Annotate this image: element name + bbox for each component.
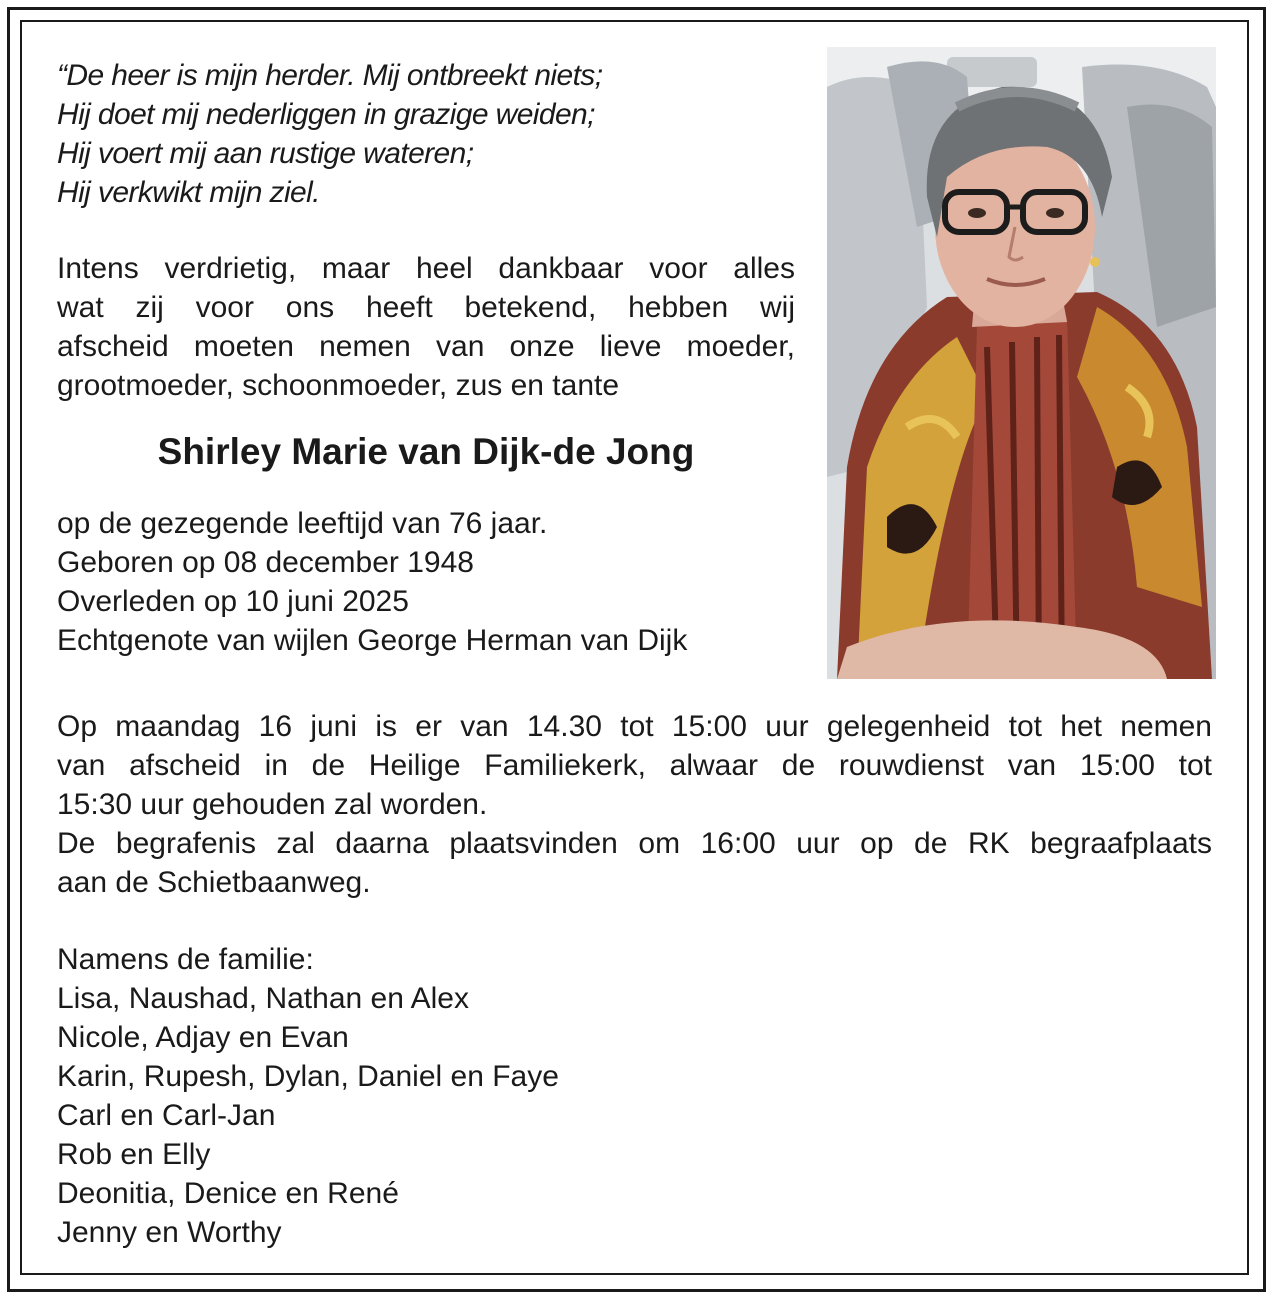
service-line: van afscheid in de Heilige Familiekerk, alwaar de rouwdienst van 15:00 tot — [57, 749, 1212, 782]
family-signatories — [57, 940, 559, 1252]
birth-date-line: Geboren op 08 december 1948 — [57, 546, 474, 579]
announcement-intro — [57, 249, 795, 405]
family-member-line: Carl en Carl-Jan — [57, 1099, 276, 1132]
burial-line: aan de Schietbaanweg. — [57, 866, 371, 899]
verse-line: Hij doet mij nederliggen in grazige weiden; — [57, 98, 595, 131]
family-member-line: Rob en Elly — [57, 1138, 211, 1171]
portrait-photo — [827, 47, 1216, 679]
family-member-line: Jenny en Worthy — [57, 1216, 282, 1249]
intro-line: afscheid moeten nemen van onze lieve moeder, — [57, 330, 795, 363]
death-date-line: Overleden op 10 juni 2025 — [57, 585, 409, 618]
life-details — [57, 504, 687, 660]
verse-line: Hij verkwikt mijn ziel. — [57, 176, 320, 209]
family-member-line: Karin, Rupesh, Dylan, Daniel en Faye — [57, 1060, 559, 1093]
family-member-line: Lisa, Naushad, Nathan en Alex — [57, 982, 469, 1015]
deceased-name: Shirley Marie van Dijk-de Jong — [157, 431, 695, 472]
spouse-line: Echtgenote van wijlen George Herman van Dijk — [57, 624, 688, 657]
age-line: op de gezegende leeftijd van 76 jaar. — [57, 507, 548, 540]
psalm-verse — [57, 56, 602, 212]
service-line: 15:30 uur gehouden zal worden. — [57, 788, 488, 821]
family-member-line: Nicole, Adjay en Evan — [57, 1021, 349, 1054]
intro-line: grootmoeder, schoonmoeder, zus en tante — [57, 369, 620, 402]
verse-line: “De heer is mijn herder. Mij ontbreekt niets; — [57, 59, 603, 92]
family-heading: Namens de familie: — [57, 943, 314, 976]
family-member-line: Deonitia, Denice en René — [57, 1177, 399, 1210]
intro-line: wat zij voor ons heeft betekend, hebben wij — [57, 291, 795, 324]
funeral-service-info — [57, 707, 1212, 902]
service-line: Op maandag 16 juni is er van 14.30 tot 15:00 uur gelegenheid tot het nemen — [57, 710, 1212, 743]
intro-line: Intens verdrietig, maar heel dankbaar voor alles — [57, 252, 795, 285]
verse-line: Hij voert mij aan rustige wateren; — [57, 137, 474, 170]
burial-line: De begrafenis zal daarna plaatsvinden om 16:00 uur op de RK begraafplaats — [57, 827, 1212, 860]
